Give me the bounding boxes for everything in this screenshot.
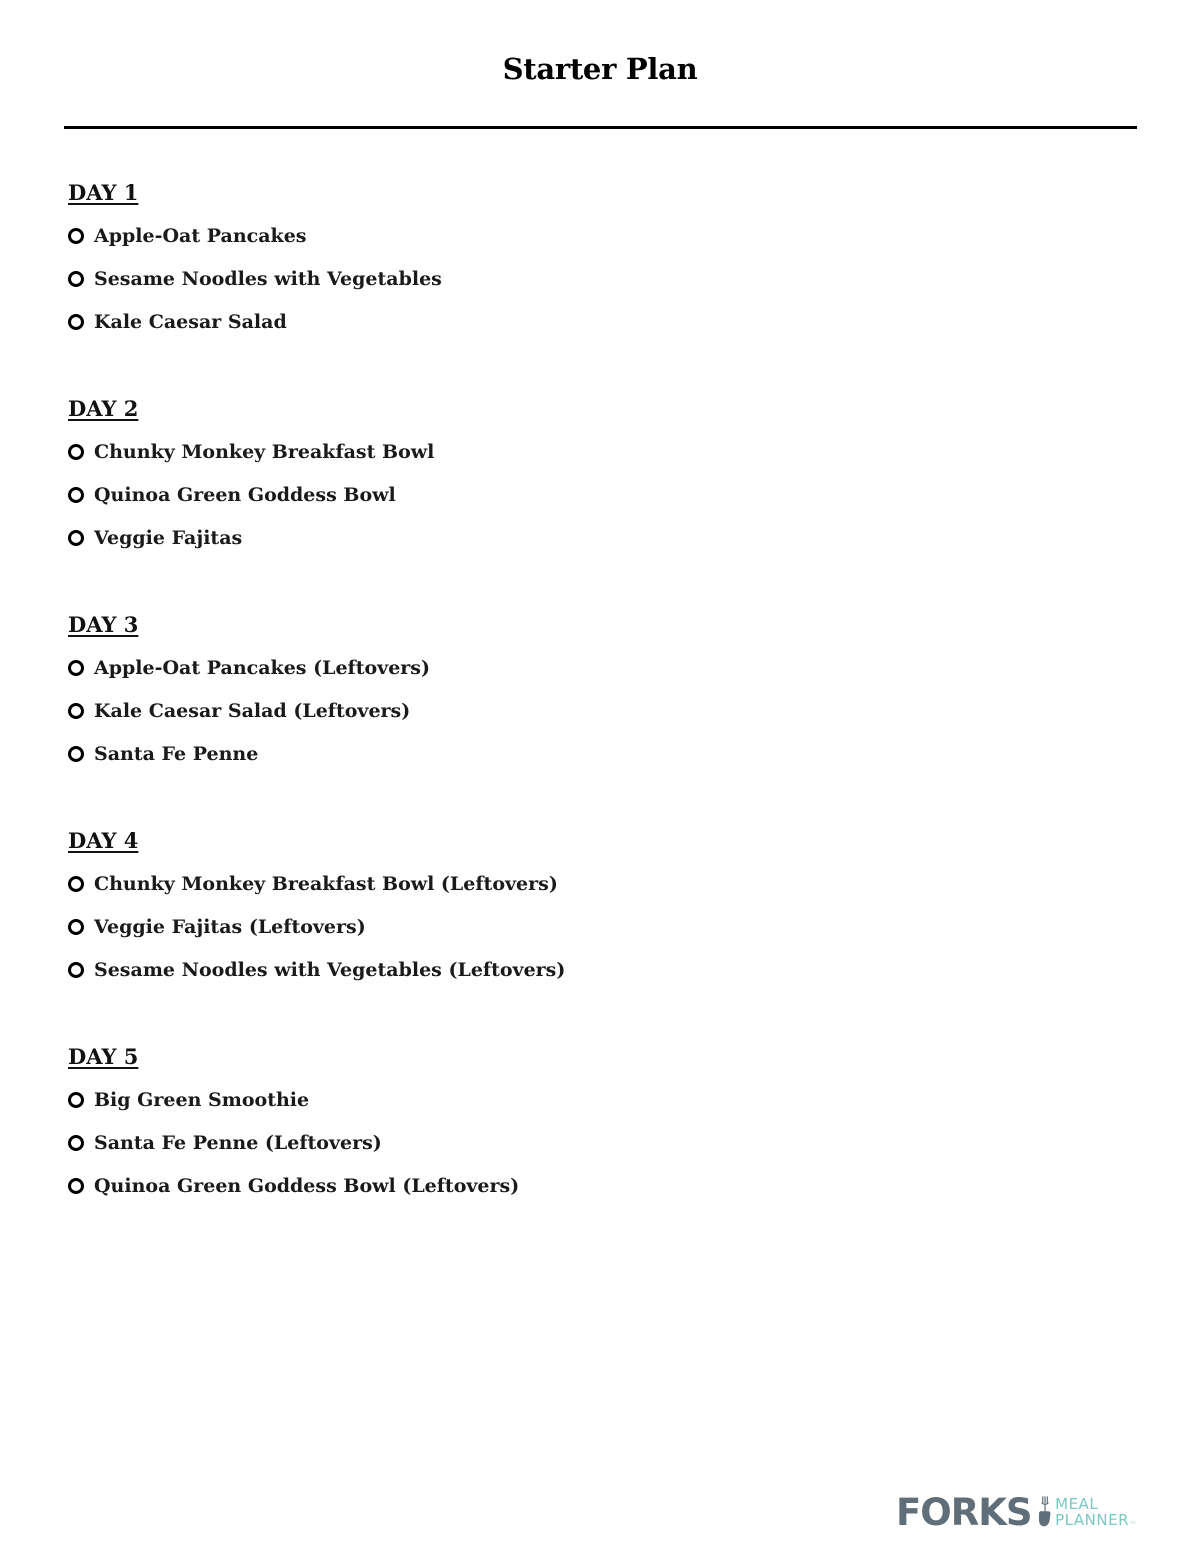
checkbox-circle-icon[interactable]	[68, 703, 84, 719]
meal-label: Apple-Oat Pancakes	[94, 225, 307, 247]
meal-label: Veggie Fajitas (Leftovers)	[94, 916, 366, 938]
day-heading: DAY 3	[68, 612, 139, 637]
meal-label: Big Green Smoothie	[94, 1089, 310, 1111]
meal-item[interactable]	[68, 913, 565, 941]
meal-label: Chunky Monkey Breakfast Bowl	[94, 441, 435, 463]
meal-item[interactable]	[68, 308, 442, 336]
meal-label: Quinoa Green Goddess Bowl (Leftovers)	[94, 1175, 520, 1197]
logo-forks-text: FORKS	[896, 1490, 1032, 1534]
meal-label: Quinoa Green Goddess Bowl	[94, 484, 396, 506]
title-divider	[64, 126, 1137, 129]
meal-label: Kale Caesar Salad	[94, 311, 287, 333]
checkbox-circle-icon[interactable]	[68, 1092, 84, 1108]
day-heading: DAY 1	[68, 180, 139, 205]
checkbox-circle-icon[interactable]	[68, 271, 84, 287]
meal-item[interactable]	[68, 222, 442, 250]
day-section	[68, 395, 434, 552]
day-section	[68, 1043, 519, 1200]
meal-item[interactable]	[68, 481, 434, 509]
meal-item[interactable]	[68, 438, 434, 466]
meal-label: Kale Caesar Salad (Leftovers)	[94, 700, 411, 722]
meal-item[interactable]	[68, 1086, 519, 1114]
meal-item[interactable]	[68, 654, 430, 682]
meal-item[interactable]	[68, 265, 442, 293]
checkbox-circle-icon[interactable]	[68, 487, 84, 503]
meal-item[interactable]	[68, 524, 434, 552]
logo-trademark: ™	[1130, 1521, 1136, 1528]
checkbox-circle-icon[interactable]	[68, 530, 84, 546]
checkbox-circle-icon[interactable]	[68, 746, 84, 762]
meal-label: Santa Fe Penne (Leftovers)	[94, 1132, 382, 1154]
meal-item[interactable]	[68, 740, 430, 768]
meal-label: Sesame Noodles with Vegetables	[94, 268, 442, 290]
checkbox-circle-icon[interactable]	[68, 1178, 84, 1194]
checkbox-circle-icon[interactable]	[68, 962, 84, 978]
meal-label: Chunky Monkey Breakfast Bowl (Leftovers)	[94, 873, 558, 895]
checkbox-circle-icon[interactable]	[68, 314, 84, 330]
day-heading: DAY 5	[68, 1044, 139, 1069]
meal-item[interactable]	[68, 956, 565, 984]
meal-item[interactable]	[68, 697, 430, 725]
day-section	[68, 611, 430, 768]
day-section	[68, 827, 565, 984]
forks-meal-planner-logo	[896, 1486, 1136, 1538]
day-section	[68, 179, 442, 336]
day-heading: DAY 2	[68, 396, 139, 421]
checkbox-circle-icon[interactable]	[68, 660, 84, 676]
meal-label: Sesame Noodles with Vegetables (Leftovers)	[94, 959, 566, 981]
meal-label: Santa Fe Penne	[94, 743, 259, 765]
checkbox-circle-icon[interactable]	[68, 876, 84, 892]
hand-holding-fork-icon	[1036, 1490, 1053, 1534]
meal-item[interactable]	[68, 1172, 519, 1200]
logo-meal-planner	[1055, 1496, 1129, 1528]
meal-item[interactable]	[68, 1129, 519, 1157]
logo-planner-text: PLANNER	[1055, 1511, 1129, 1529]
meal-label: Veggie Fajitas	[94, 527, 243, 549]
checkbox-circle-icon[interactable]	[68, 228, 84, 244]
meal-item[interactable]	[68, 870, 565, 898]
page-title: Starter Plan	[502, 52, 698, 86]
logo-meal-text: MEAL	[1055, 1495, 1099, 1513]
checkbox-circle-icon[interactable]	[68, 444, 84, 460]
checkbox-circle-icon[interactable]	[68, 1135, 84, 1151]
checkbox-circle-icon[interactable]	[68, 919, 84, 935]
day-heading: DAY 4	[68, 828, 139, 853]
meal-label: Apple-Oat Pancakes (Leftovers)	[94, 657, 430, 679]
